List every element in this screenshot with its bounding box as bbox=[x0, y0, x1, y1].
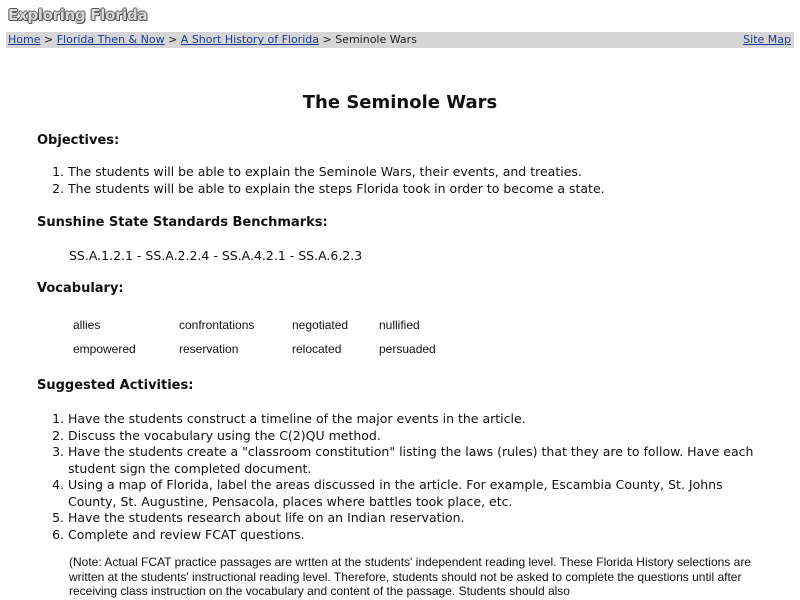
breadcrumb-separator: > bbox=[43, 33, 54, 46]
breadcrumb-link-home[interactable]: Home bbox=[8, 33, 41, 46]
objectives-list bbox=[36, 164, 605, 197]
fcat-note: (Note: Actual FCAT practice passages are wrtten at the students' independent reading level. These Florida History selections are written at the students' instructional reading level. Therefore, students should not be asked to complete the questions until after receiving class instruction on the vocabulary and content of the passage. Students should also bbox=[69, 555, 751, 598]
site-map-link[interactable]: Site Map bbox=[743, 33, 791, 46]
activities-list bbox=[36, 411, 768, 543]
vocabulary-heading: Vocabulary: bbox=[37, 281, 124, 296]
breadcrumb-current: Seminole Wars bbox=[335, 33, 417, 46]
breadcrumb-link-short-history[interactable]: A Short History of Florida bbox=[180, 33, 319, 46]
vocab-word: relocated bbox=[292, 342, 342, 356]
benchmarks-text: SS.A.1.2.1 - SS.A.2.2.4 - SS.A.4.2.1 - SS.A.6.2.3 bbox=[69, 248, 363, 263]
list-item: 3. Have the students create a "classroom constitution" listing the laws (rules) that they are to follow. Have each student sign the completed document. bbox=[68, 444, 768, 477]
vocab-word: persuaded bbox=[379, 342, 436, 356]
vocab-word: allies bbox=[73, 318, 101, 332]
list-item: 2. Discuss the vocabulary using the C(2)QU method. bbox=[68, 428, 768, 445]
breadcrumb bbox=[8, 32, 417, 48]
list-item: 1. The students will be able to explain the Seminole Wars, their events, and treaties. bbox=[68, 164, 605, 181]
list-item: 6. Complete and review FCAT questions. bbox=[68, 527, 768, 544]
objectives-heading: Objectives: bbox=[37, 133, 120, 148]
list-item: 5. Have the students research about life on an Indian reservation. bbox=[68, 510, 768, 527]
site-logo[interactable]: Exploring Florida bbox=[8, 6, 148, 24]
breadcrumb-separator: > bbox=[168, 33, 178, 46]
list-item: 4. Using a map of Florida, label the areas discussed in the article. For example, Escambia County, St. Johns County, St. Augustine, Pensacola, places where battles took place, etc. bbox=[68, 477, 768, 510]
vocab-word: nullified bbox=[379, 318, 420, 332]
vocab-word: reservation bbox=[179, 342, 239, 356]
breadcrumb-separator: > bbox=[322, 33, 332, 46]
breadcrumb-bar bbox=[6, 32, 794, 48]
list-item: 1. Have the students construct a timeline of the major events in the article. bbox=[68, 411, 768, 428]
breadcrumb-link-florida-then-now[interactable]: Florida Then & Now bbox=[56, 33, 165, 46]
list-item: 2. The students will be able to explain the steps Florida took in order to become a state. bbox=[68, 181, 605, 198]
vocab-word: empowered bbox=[73, 342, 136, 356]
vocab-word: negotiated bbox=[292, 318, 349, 332]
page-title: The Seminole Wars bbox=[302, 92, 498, 113]
benchmarks-heading: Sunshine State Standards Benchmarks: bbox=[37, 215, 328, 230]
activities-heading: Suggested Activities: bbox=[37, 378, 194, 393]
vocab-word: confrontations bbox=[179, 318, 255, 332]
